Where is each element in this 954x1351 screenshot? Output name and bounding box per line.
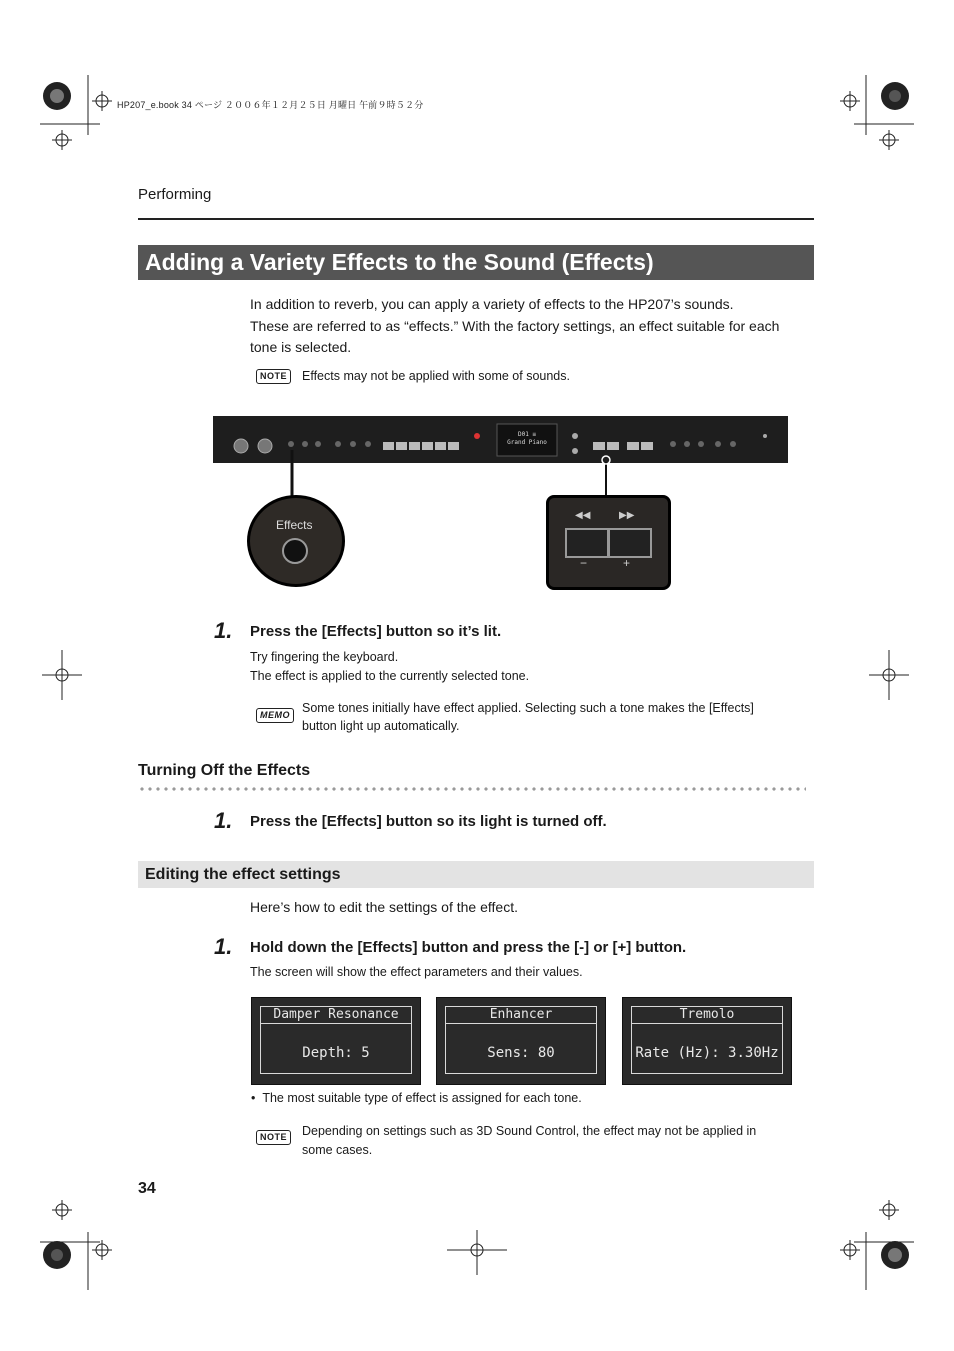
memo-text-2: button light up automatically. (302, 719, 460, 733)
note-text-2-line1: Depending on settings such as 3D Sound Control, the effect may not be applied in (302, 1124, 757, 1138)
minus-plus-zoom (546, 495, 671, 590)
intro-line-2: These are referred to as “effects.” With the factory settings, an effect suitable for each (250, 318, 780, 334)
editing-step-text: Hold down the [Effects] button and press the [-] or [+] button. (250, 939, 687, 956)
bullet-item: • The most suitable type of effect is assigned for each tone. (251, 1091, 582, 1105)
note-text-2-line2: some cases. (302, 1143, 373, 1157)
effects-zoom-label: Effects (276, 518, 313, 532)
minus-label: − (580, 556, 588, 570)
screen-value: Sens: 80 (487, 1045, 555, 1061)
screen-enhancer (436, 997, 606, 1085)
intro-line-3: tone is selected. (250, 339, 352, 355)
step1-sub-2: The effect is applied to the currently selected tone. (250, 669, 530, 683)
memo-icon: MEMO (256, 708, 294, 723)
minus-button[interactable] (565, 528, 609, 558)
editing-step-number: 1. (214, 934, 233, 959)
note-text-1: Effects may not be applied with some of sounds. (302, 369, 570, 383)
panel-display-line2: Grand Piano (507, 439, 547, 446)
editing-step-sub: The screen will show the effect parameters and their values. (250, 965, 583, 979)
step1-sub-1: Try fingering the keyboard. (250, 650, 399, 664)
header-rule (138, 218, 814, 220)
panel-display-line1: D01 ≡ (517, 431, 537, 438)
turning-off-step-text: Press the [Effects] button so its light is turned off. (250, 813, 607, 830)
effects-button[interactable] (282, 538, 308, 564)
screen-tremolo (622, 997, 792, 1085)
prev-icon: ◀◀ (575, 510, 591, 521)
screen-title: Enhancer (446, 1007, 596, 1024)
page-title: Adding a Variety Effects to the Sound (Effects) (138, 245, 814, 280)
screen-title: Damper Resonance (261, 1007, 411, 1024)
section-label: Performing (138, 186, 212, 203)
bullet-text: The most suitable type of effect is assigned for each tone. (262, 1091, 582, 1105)
note-icon-2: NOTE (256, 1130, 291, 1145)
turning-off-step-number: 1. (214, 808, 233, 833)
print-header: HP207_e.book 34 ページ ２００６年１２月２５日 月曜日 午前９時５２分 (117, 100, 424, 110)
effects-zoom (247, 495, 345, 587)
screen-damper-resonance (251, 997, 421, 1085)
intro-line-1: In addition to reverb, you can apply a variety of effects to the HP207’s sounds. (250, 296, 734, 312)
dotted-divider (138, 786, 806, 792)
turning-off-heading: Turning Off the Effects (138, 762, 311, 779)
screen-value: Rate (Hz): 3.30Hz (635, 1045, 779, 1061)
next-icon: ▶▶ (619, 510, 635, 521)
note-icon: NOTE (256, 369, 291, 384)
plus-label: + (623, 556, 631, 570)
screen-title: Tremolo (632, 1007, 782, 1024)
step1-text: Press the [Effects] button so it’s lit. (250, 623, 502, 640)
plus-button[interactable] (608, 528, 652, 558)
page-number: 34 (138, 1180, 156, 1197)
screen-value: Depth: 5 (302, 1045, 370, 1061)
editing-intro: Here’s how to edit the settings of the effect. (250, 899, 518, 915)
memo-text-1: Some tones initially have effect applied. Selecting such a tone makes the [Effects] (302, 701, 754, 715)
step1-number: 1. (214, 618, 233, 643)
editing-heading: Editing the effect settings (138, 861, 814, 888)
